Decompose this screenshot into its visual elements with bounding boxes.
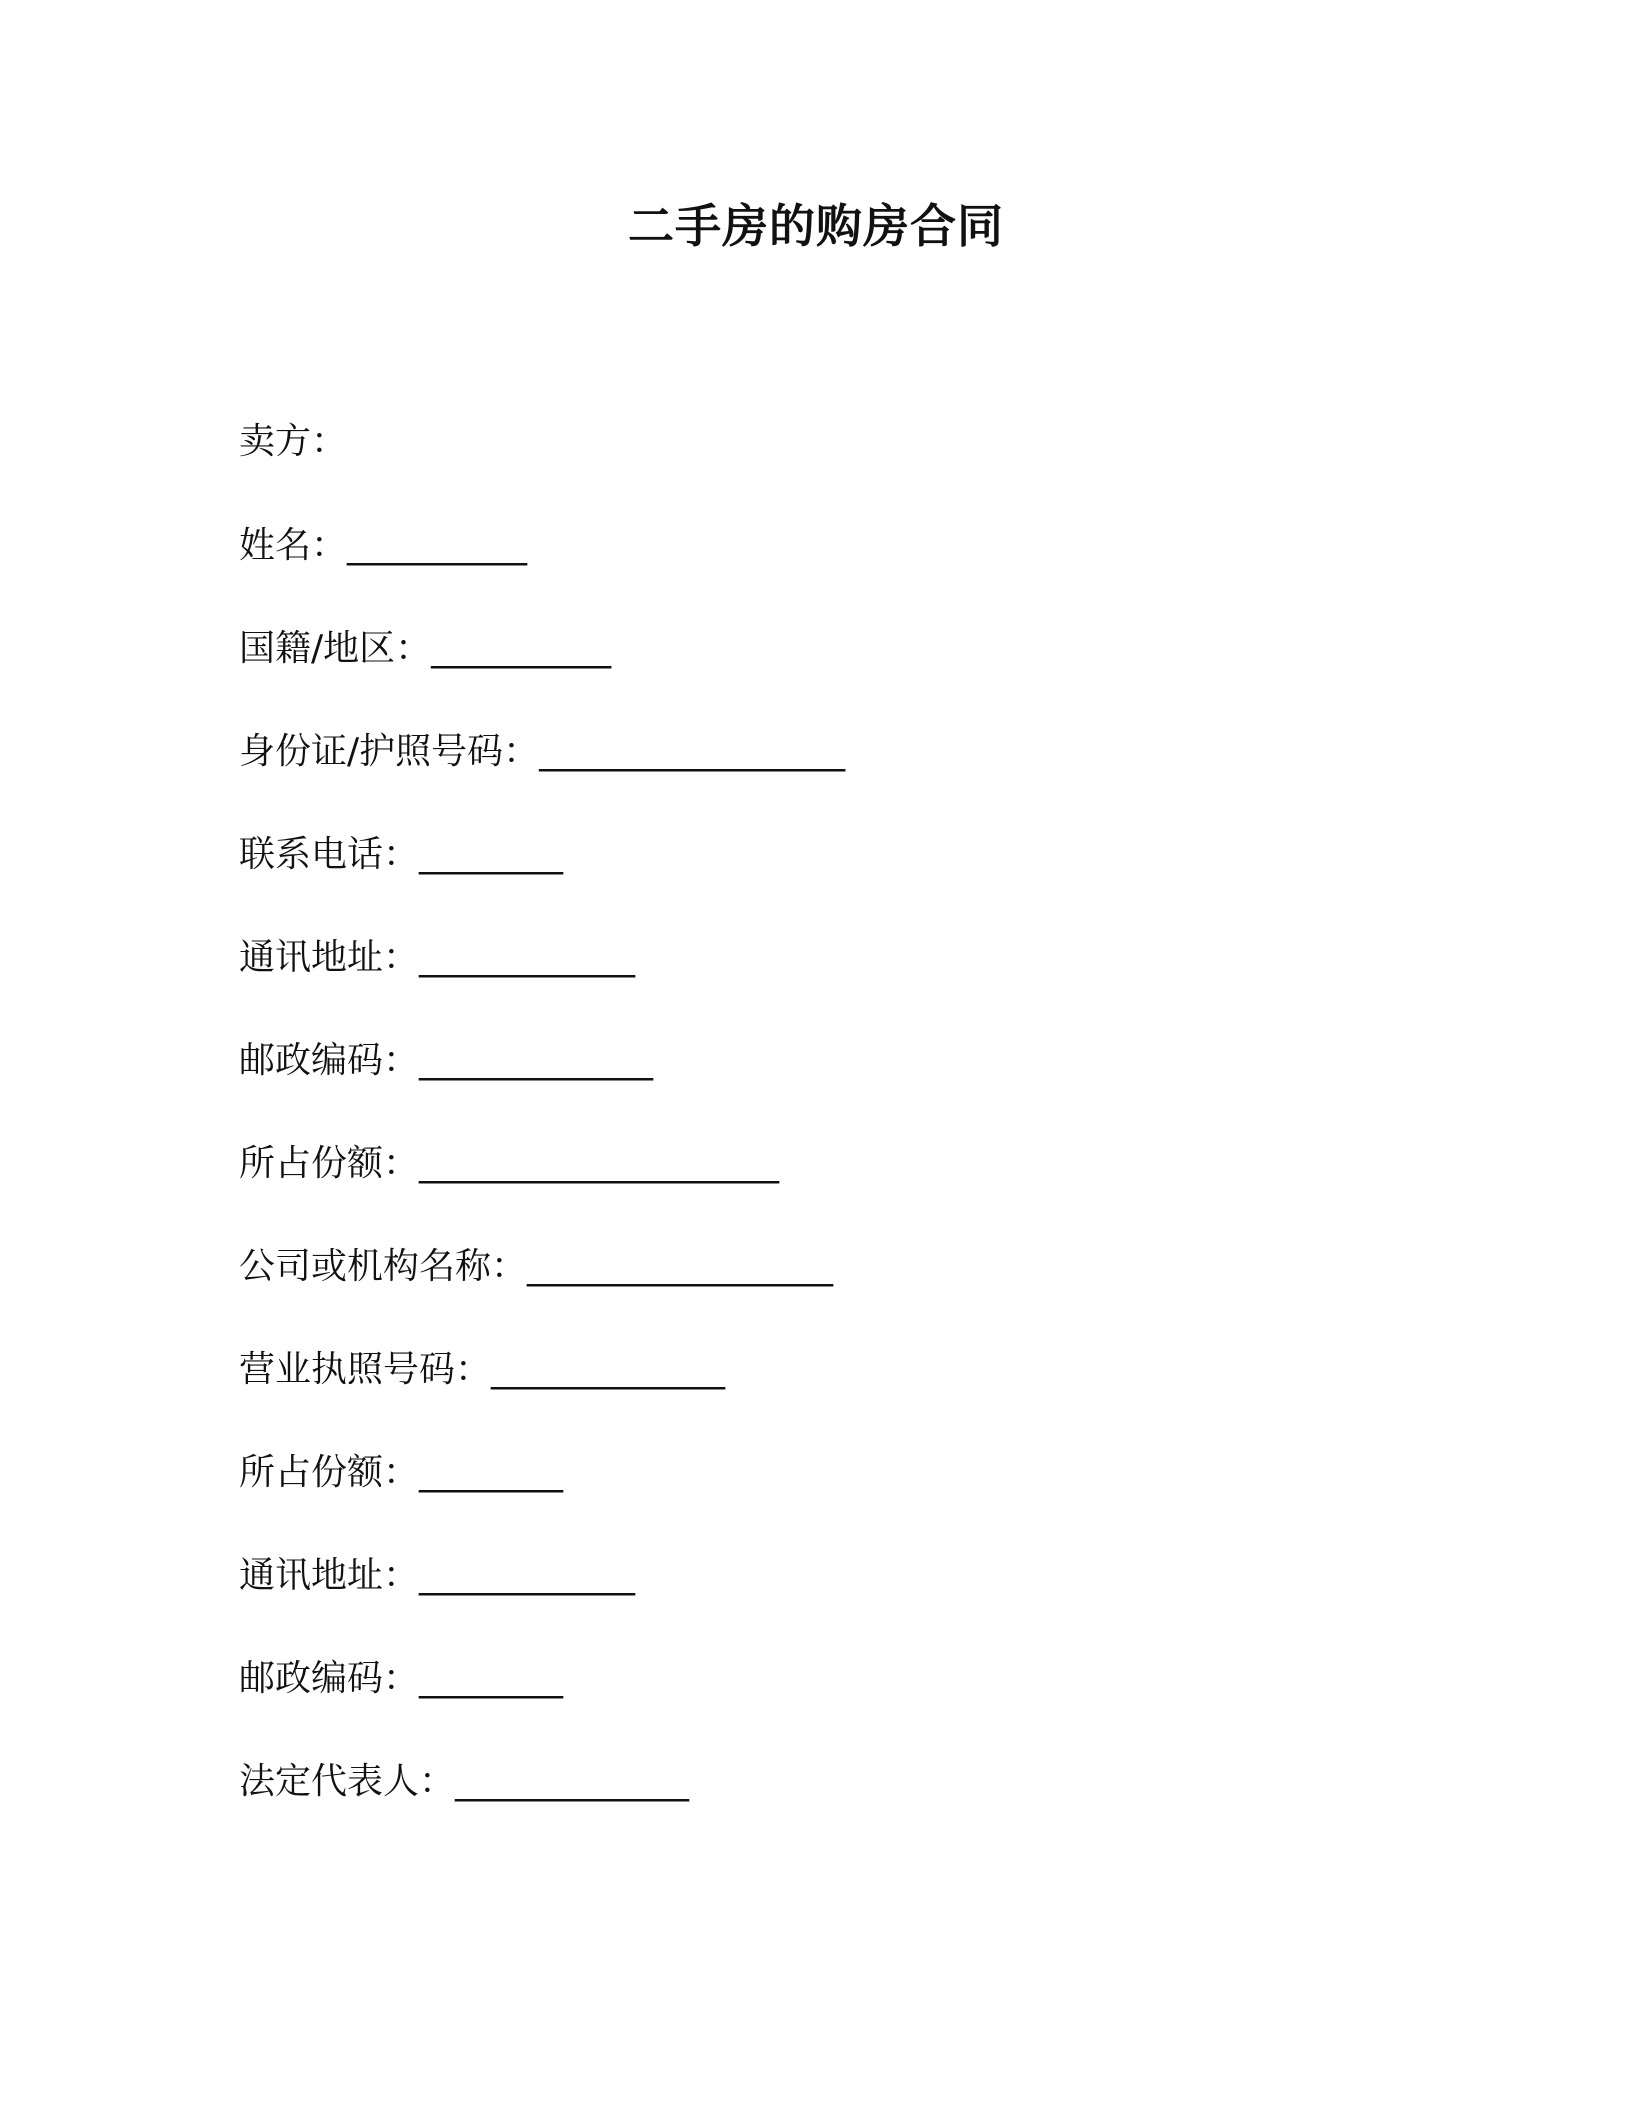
field-label: 所占份额： <box>239 1143 420 1184</box>
field-address <box>239 934 635 982</box>
field-label: 所占份额： <box>239 1452 420 1493</box>
field-label: 营业执照号码： <box>239 1349 492 1390</box>
field-blank: ________ <box>419 1452 564 1493</box>
field-blank: ____________ <box>419 937 636 978</box>
field-company-postal-code <box>239 1655 563 1703</box>
field-label: 国籍/地区： <box>239 628 432 669</box>
field-name <box>239 522 527 570</box>
field-blank: _________________ <box>527 1246 834 1287</box>
field-company-share <box>239 1449 563 1497</box>
field-label: 通讯地址： <box>239 1555 420 1596</box>
field-label: 通讯地址： <box>239 937 420 978</box>
field-postal-code <box>239 1037 653 1085</box>
seller-section-heading: 卖方： <box>239 421 348 462</box>
field-label: 公司或机构名称： <box>239 1246 528 1287</box>
field-company-name <box>239 1243 833 1291</box>
field-nationality <box>239 625 611 673</box>
field-blank: ____________ <box>419 1555 636 1596</box>
field-blank: __________ <box>347 525 528 566</box>
field-blank: _____________ <box>455 1761 690 1802</box>
field-label: 姓名： <box>239 525 348 566</box>
field-label: 身份证/护照号码： <box>239 731 540 772</box>
field-label: 法定代表人： <box>239 1761 456 1802</box>
field-blank: ________ <box>419 834 564 875</box>
field-id-number <box>239 728 845 776</box>
field-blank: _____________ <box>491 1349 726 1390</box>
field-share <box>239 1140 779 1188</box>
field-label: 联系电话： <box>239 834 420 875</box>
document-title: 二手房的购房合同 <box>628 199 1004 253</box>
field-phone <box>239 831 563 879</box>
field-label: 邮政编码： <box>239 1658 420 1699</box>
field-label: 邮政编码： <box>239 1040 420 1081</box>
field-company-address <box>239 1552 635 1600</box>
field-business-license <box>239 1346 725 1394</box>
field-blank: _____________ <box>419 1040 654 1081</box>
field-legal-representative <box>239 1758 689 1806</box>
field-blank: ____________________ <box>419 1143 780 1184</box>
field-blank: __________ <box>431 628 612 669</box>
field-blank: _________________ <box>539 731 846 772</box>
field-blank: ________ <box>419 1658 564 1699</box>
